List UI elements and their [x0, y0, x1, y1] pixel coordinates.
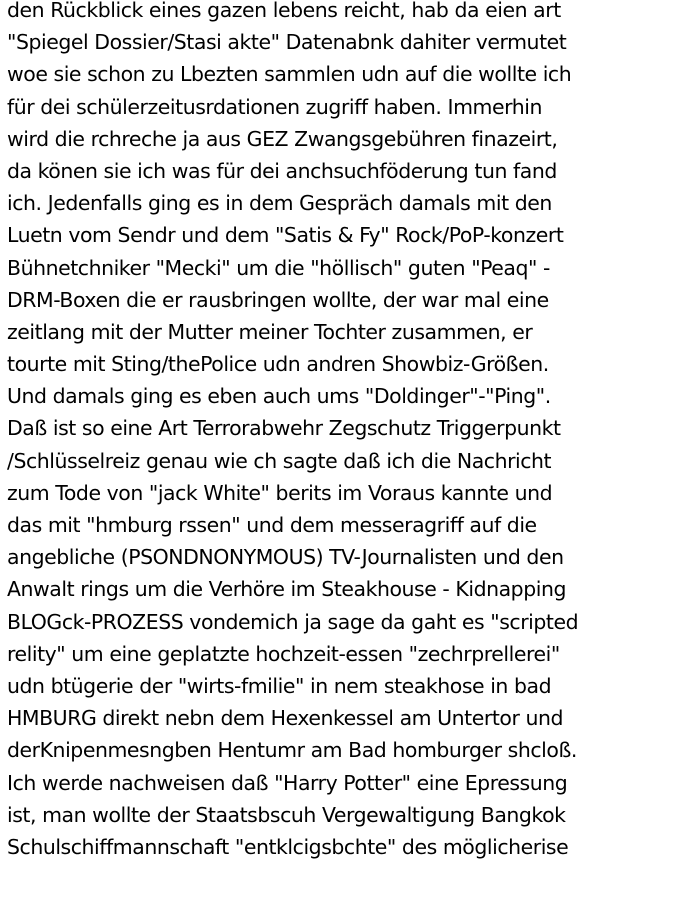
text-line-13: Und damals ging es eben auch ums "Doldinger"-"Ping".	[7, 384, 551, 409]
text-line-20: BLOGck-PROZESS vondemich ja sage da gaht es "scripted	[7, 609, 579, 634]
text-line-3: woe sie schon zu Lbezten sammlen udn auf die wollte ich	[7, 62, 572, 87]
text-line-26: ist, man wollte der Staatsbscuh Vergewaltigung Bangkok	[7, 802, 566, 827]
text-line-19: Anwalt rings um die Verhöre im Steakhouse - Kidnapping	[7, 577, 566, 602]
text-line-18: angebliche (PSONDNONYMOUS) TV-Journalisten und den	[7, 545, 564, 570]
text-line-6: da könen sie ich was für dei anchsuchföderung tun fand	[7, 158, 557, 183]
text-line-16: zum Tode von "jack White" berits im Voraus kannte und	[7, 480, 553, 505]
text-line-15: /Schlüsselreiz genau wie ch sagte daß ich die Nachricht	[7, 448, 552, 473]
text-line-2: "Spiegel Dossier/Stasi akte" Datenabnk dahiter vermutet	[7, 30, 567, 55]
text-line-10: DRM-Boxen die er rausbringen wollte, der war mal eine	[7, 287, 549, 312]
text-line-22: udn btügerie der "wirts-fmilie" in nem steakhose in bad	[7, 673, 552, 698]
text-line-1: den Rückblick eines gazen lebens reicht, hab da eien art	[7, 0, 561, 22]
text-line-27: Schulschiffmannschaft "entklcigsbchte" des möglicherise	[7, 834, 569, 859]
body-text	[7, 0, 683, 863]
text-line-23: HMBURG direkt nebn dem Hexenkessel am Untertor und	[7, 706, 563, 731]
text-line-17: das mit "hmburg rssen" und dem messeragriff auf die	[7, 513, 537, 537]
text-line-25: Ich werde nachweisen daß "Harry Potter" eine Epressung	[7, 770, 568, 795]
text-line-21: relity" um eine geplatzte hochzeit-essen "zechrprellerei"	[7, 641, 560, 666]
text-line-7: ich. Jedenfalls ging es in dem Gespräch damals mit den	[7, 191, 552, 216]
text-line-4: für dei schülerzeitusrdationen zugriff haben. Immerhin	[7, 94, 542, 119]
text-line-9: Bühnetchniker "Mecki" um die "höllisch" guten "Peaq" -	[7, 255, 550, 280]
text-line-8: Luetn vom Sendr und dem "Satis & Fy" Rock/PoP-konzert	[7, 223, 564, 248]
text-line-5: wird die rchreche ja aus GEZ Zwangsgebühren finazeirt,	[7, 126, 558, 151]
text-line-11: zeitlang mit der Mutter meiner Tochter zusammen, er	[7, 319, 533, 344]
text-line-14: Daß ist so eine Art Terrorabwehr Zegschutz Triggerpunkt	[7, 416, 561, 441]
text-line-24: derKnipenmesngben Hentumr am Bad homburger shcloß.	[7, 738, 577, 763]
text-line-12: tourte mit Sting/thePolice udn andren Showbiz-Größen.	[7, 352, 549, 377]
